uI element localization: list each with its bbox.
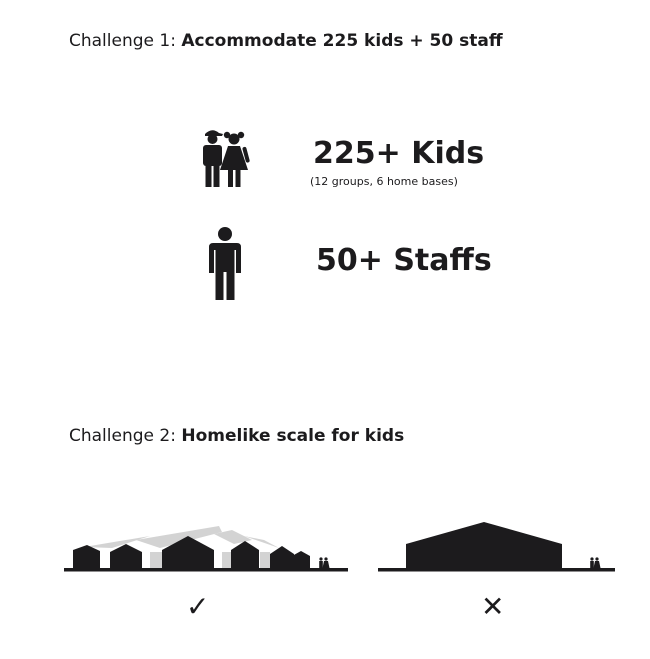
small-house-volumes	[73, 536, 310, 568]
kids-scale-figures	[319, 557, 329, 568]
challenge-1-prefix: Challenge 1:	[69, 31, 182, 51]
cross-mark-icon: ✕	[481, 590, 505, 623]
challenge-2-heading	[69, 426, 404, 446]
kids-count: 225+ Kids	[313, 136, 485, 171]
children-icon	[196, 126, 254, 188]
large-scale-diagram	[378, 510, 616, 575]
challenge-2-topic: Homelike scale for kids	[181, 426, 405, 446]
staff-count: 50+ Staffs	[316, 243, 492, 278]
challenge-1-topic: Accommodate 225 kids + 50 staff	[181, 31, 503, 51]
kids-scale-figures	[590, 557, 600, 568]
homelike-scale-diagram	[64, 510, 349, 575]
adult-person-icon	[207, 226, 243, 302]
challenge-1-heading	[69, 31, 503, 51]
challenge-2-prefix: Challenge 2:	[69, 426, 182, 446]
kids-groups-detail: (12 groups, 6 home bases)	[310, 175, 458, 188]
check-mark-icon: ✓	[186, 590, 210, 623]
large-warehouse-volume	[406, 522, 562, 568]
